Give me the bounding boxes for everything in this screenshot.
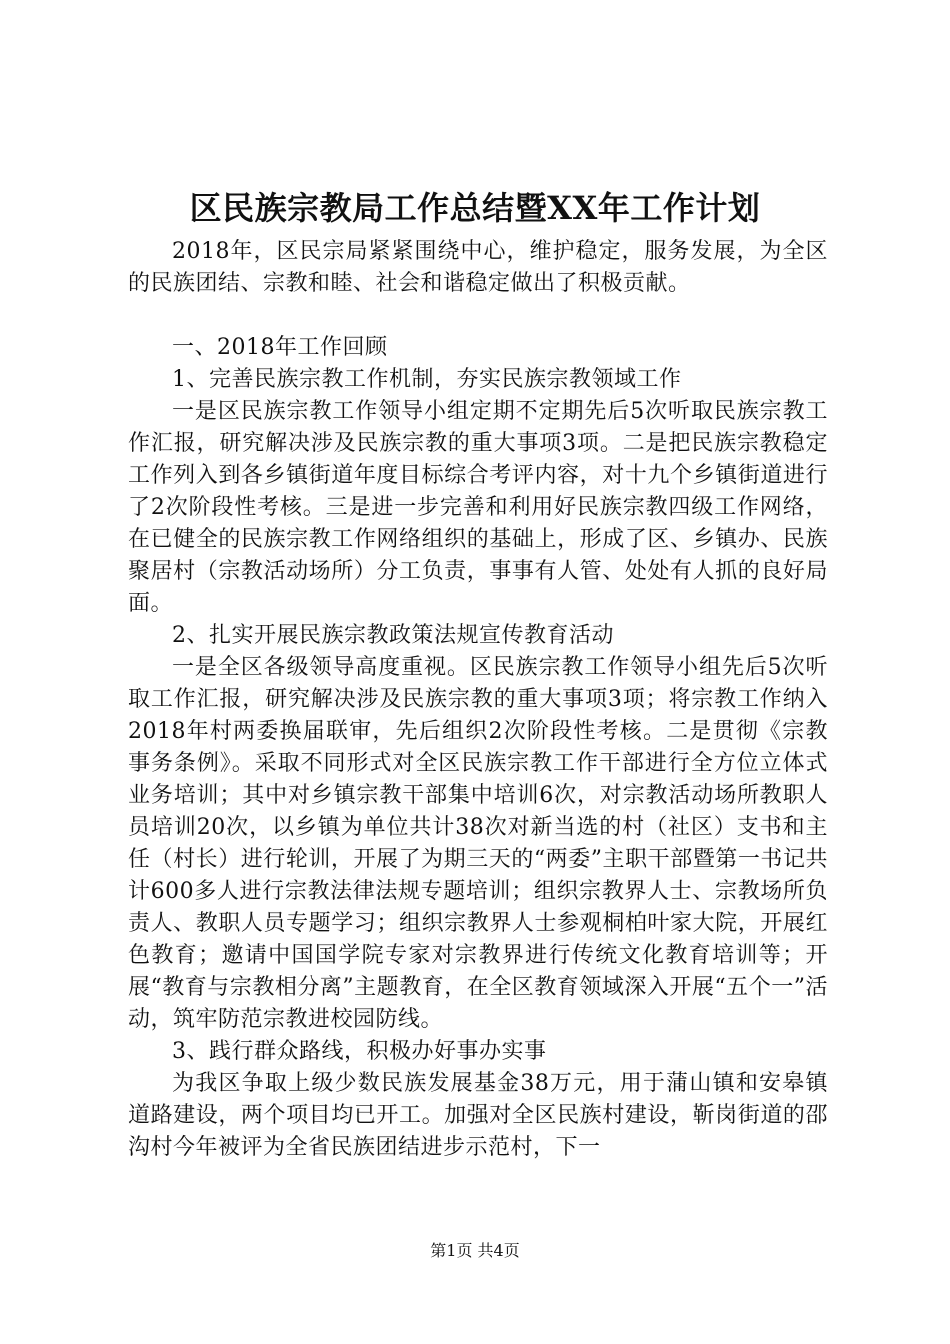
section-heading-review: 一、2018年工作回顾	[172, 335, 388, 360]
subsection-heading-mass-line: 3、践行群众路线，积极办好事办实事	[172, 1039, 547, 1064]
document-body	[128, 236, 828, 1164]
subsection-paragraph-publicity: 一是全区各级领导高度重视。区民族宗教工作领导小组先后5次听取工作汇报，研究解决涉及民族宗教的重大事项3项；将宗教工作纳入2018年村两委换届联审，先后组织2次阶段性考核。二是贯彻《宗教事务条例》。采取不同形式对全区民族宗教工作干部进行全方位立体式业务培训；其中对乡镇宗教干部集中培训6次，对宗教活动场所教职人员培训20次，以乡镇为单位共计38次对新当选的村（社区）支书和主任（村长）进行轮训，开展了为期三天的“两委”主职干部暨第一书记共计600多人进行宗教法律法规专题培训；组织宗教界人士、宗教场所负责人、教职人员专题学习；组织宗教界人士参观桐柏叶家大院，开展红色教育；邀请中国国学院专家对宗教界进行传统文化教育培训等；开展“教育与宗教相分离”主题教育，在全区教育领域深入开展“五个一”活动，筑牢防范宗教进校园防线。	[128, 655, 828, 1032]
page-number-footer: 第1页 共4页	[430, 1241, 520, 1260]
subsection-paragraph-mass-line: 为我区争取上级少数民族发展基金38万元，用于蒲山镇和安皋镇道路建设，两个项目均已开工。加强对全区民族村建设，靳岗街道的邵沟村今年被评为全省民族团结进步示范村，下一	[128, 1071, 828, 1160]
subsection-paragraph-mechanism: 一是区民族宗教工作领导小组定期不定期先后5次听取民族宗教工作汇报，研究解决涉及民族宗教的重大事项3项。二是把民族宗教稳定工作列入到各乡镇街道年度目标综合考评内容，对十九个乡镇街道进行了2次阶段性考核。三是进一步完善和利用好民族宗教四级工作网络，在已健全的民族宗教工作网络组织的基础上，形成了区、乡镇办、民族聚居村（宗教活动场所）分工负责，事事有人管、处处有人抓的良好局面。	[128, 399, 828, 616]
intro-paragraph: 2018年，区民宗局紧紧围绕中心，维护稳定，服务发展，为全区的民族团结、宗教和睦、社会和谐稳定做出了积极贡献。	[128, 239, 828, 296]
subsection-heading-mechanism: 1、完善民族宗教工作机制，夯实民族宗教领域工作	[172, 367, 682, 392]
document-title: 区民族宗教局工作总结暨XX年工作计划	[189, 189, 761, 227]
subsection-heading-publicity: 2、扎实开展民族宗教政策法规宣传教育活动	[172, 623, 614, 648]
